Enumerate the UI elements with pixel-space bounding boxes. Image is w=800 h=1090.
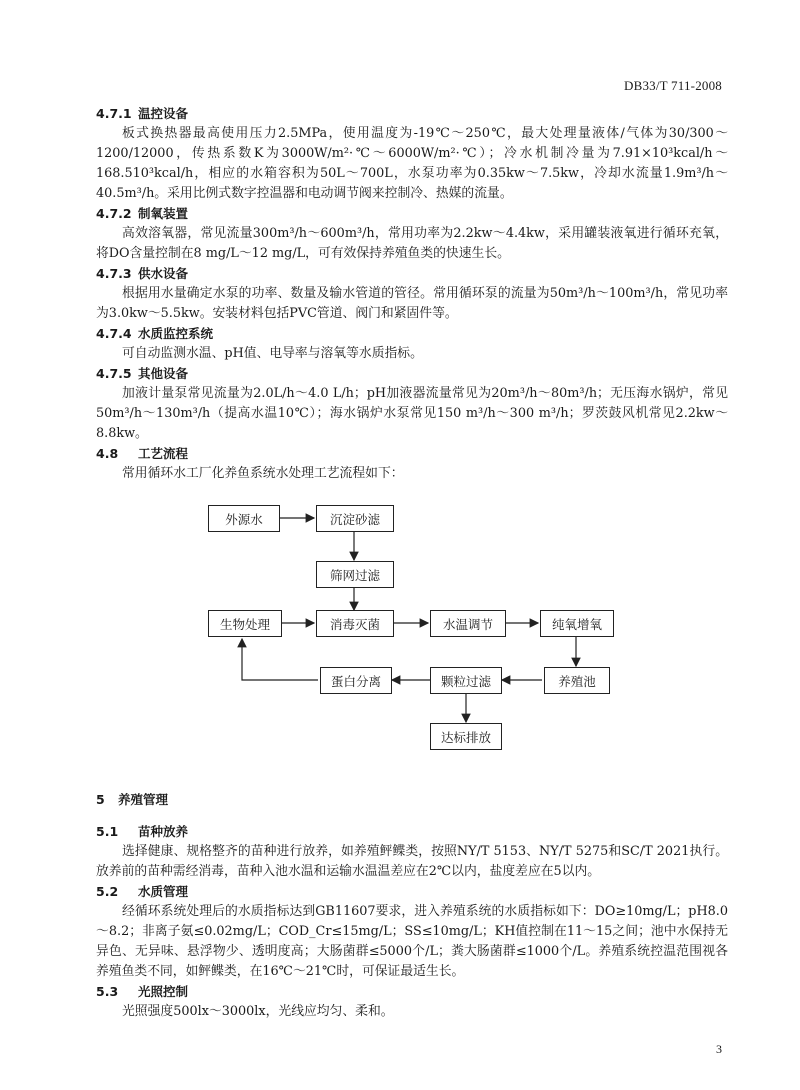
node-disinfection: 消毒灭菌 bbox=[316, 610, 394, 637]
section-heading-5-1 bbox=[96, 822, 728, 842]
node-temperature-adjust: 水温调节 bbox=[430, 610, 506, 637]
section-heading-4-7-5 bbox=[96, 364, 728, 384]
section-title: 温控设备 bbox=[138, 106, 189, 121]
section-number: 4.7.5 bbox=[96, 366, 132, 381]
section-body-4-8: 常用循环水工厂化养鱼系统水处理工艺流程如下： bbox=[122, 466, 404, 481]
section-heading-4-7-1 bbox=[96, 104, 728, 124]
process-flowchart bbox=[96, 498, 728, 786]
arrow-protein-to-bio bbox=[242, 639, 318, 680]
node-source-water: 外源水 bbox=[208, 505, 280, 532]
section-title: 供水设备 bbox=[138, 266, 189, 281]
section-body-4-7-5: 加液计量泵常见流量为2.0L/h～4.0 L/h；pH加液器流量常见为20m³/h～80m³/h；无压海水锅炉，常见50m³/h～130m³/h（提高水温10℃）；海水锅炉水泵常见150 m³/h～300 m³/h；罗茨鼓风机常见2.2kw～8.8kw。 bbox=[96, 386, 728, 441]
section-body-5-3: 光照强度500lx～3000lx，光线应均匀、柔和。 bbox=[122, 1004, 394, 1019]
section-body-4-7-2: 高效溶氧器，常见流量300m³/h～600m³/h，常用功率为2.2kw～4.4kw，采用罐装液氧进行循环充氧，将DO含量控制在8 mg/L～12 mg/L，可有效保持养殖鱼类的快速生长。 bbox=[96, 226, 728, 261]
section-number: 4.7.3 bbox=[96, 266, 132, 281]
section-heading-5-3 bbox=[96, 982, 728, 1002]
page-content bbox=[96, 104, 728, 1022]
section-body-4-7-4: 可自动监测水温、pH值、电导率与溶氧等水质指标。 bbox=[122, 346, 423, 361]
section-body-4-7-3: 根据用水量确定水泵的功率、数量及输水管道的管径。常用循环泵的流量为50m³/h～100m³/h，常见功率为3.0kw～5.5kw。安装材料包括PVC管道、阀门和紧固件等。 bbox=[96, 286, 728, 321]
section-title: 制氧装置 bbox=[138, 206, 189, 221]
node-screen-filter: 筛网过滤 bbox=[316, 561, 394, 588]
section-heading-5-2 bbox=[96, 882, 728, 902]
section-heading-4-7-3 bbox=[96, 264, 728, 284]
section-number: 5.3 bbox=[96, 984, 119, 999]
node-sand-filter: 沉淀砂滤 bbox=[316, 505, 394, 532]
section-title: 工艺流程 bbox=[138, 446, 189, 461]
node-culture-pond: 养殖池 bbox=[544, 667, 610, 694]
section-number: 5.2 bbox=[96, 884, 119, 899]
section-number: 4.7.1 bbox=[96, 106, 132, 121]
section-title: 养殖管理 bbox=[118, 792, 169, 807]
section-title: 水质监控系统 bbox=[138, 326, 214, 341]
node-particle-filter: 颗粒过滤 bbox=[430, 667, 502, 694]
section-number: 5.1 bbox=[96, 824, 119, 839]
standard-code: DB33/T 711-2008 bbox=[624, 78, 722, 93]
section-heading-4-8 bbox=[96, 444, 728, 464]
node-protein-skimmer: 蛋白分离 bbox=[320, 667, 392, 694]
section-body-5-2: 经循环系统处理后的水质指标达到GB11607要求，进入养殖系统的水质指标如下：DO≥10mg/L；pH8.0～8.2；非离子氨≤0.02mg/L；COD_Cr≤15mg/L；SS≤10mg/L；KH值控制在11～15之间；池中水保持无异色、无异味、悬浮物少、透明度高；大肠菌群≤5000个/L；粪大肠菌群≤1000个/L。养殖系统控温范围视各养殖鱼类不同，如鲆鲽类，在16℃～21℃时，可保证最适生长。 bbox=[96, 904, 728, 979]
flowchart-connectors bbox=[96, 498, 728, 786]
section-title: 苗种放养 bbox=[138, 824, 189, 839]
node-pure-oxygen: 纯氧增氧 bbox=[540, 610, 614, 637]
section-number: 5 bbox=[96, 792, 105, 807]
section-number: 4.7.2 bbox=[96, 206, 132, 221]
section-title: 其他设备 bbox=[138, 366, 189, 381]
section-heading-5 bbox=[96, 790, 728, 810]
section-number: 4.7.4 bbox=[96, 326, 132, 341]
section-title: 光照控制 bbox=[138, 984, 189, 999]
section-heading-4-7-4 bbox=[96, 324, 728, 344]
page-number: 3 bbox=[716, 1042, 722, 1056]
section-number: 4.8 bbox=[96, 446, 119, 461]
section-body-4-7-1: 板式换热器最高使用压力2.5MPa，使用温度为-19℃～250℃，最大处理量液体/气体为30/300～1200/12000，传热系数K为3000W/m²·℃～6000W/m²·℃）；冷水机制冷量为7.91×10³kcal/h～168.510³kcal/h，相应的水箱容积为50L～700L，水泵功率为0.35kw～7.5kw，冷却水流量1.9m³/h～40.5m³/h。采用比例式数字控温器和电动调节阀来控制冷、热媒的流量。 bbox=[96, 126, 728, 201]
node-discharge: 达标排放 bbox=[430, 723, 502, 750]
node-bio-treatment: 生物处理 bbox=[208, 610, 282, 637]
section-body-5-1: 选择健康、规格整齐的苗种进行放养，如养殖鲆鲽类，按照NY/T 5153、NY/T 5275和SC/T 2021执行。放养前的苗种需经消毒，苗种入池水温和运输水温温差应在2℃以内，盐度差应在5以内。 bbox=[96, 844, 728, 879]
section-heading-4-7-2 bbox=[96, 204, 728, 224]
section-title: 水质管理 bbox=[138, 884, 189, 899]
